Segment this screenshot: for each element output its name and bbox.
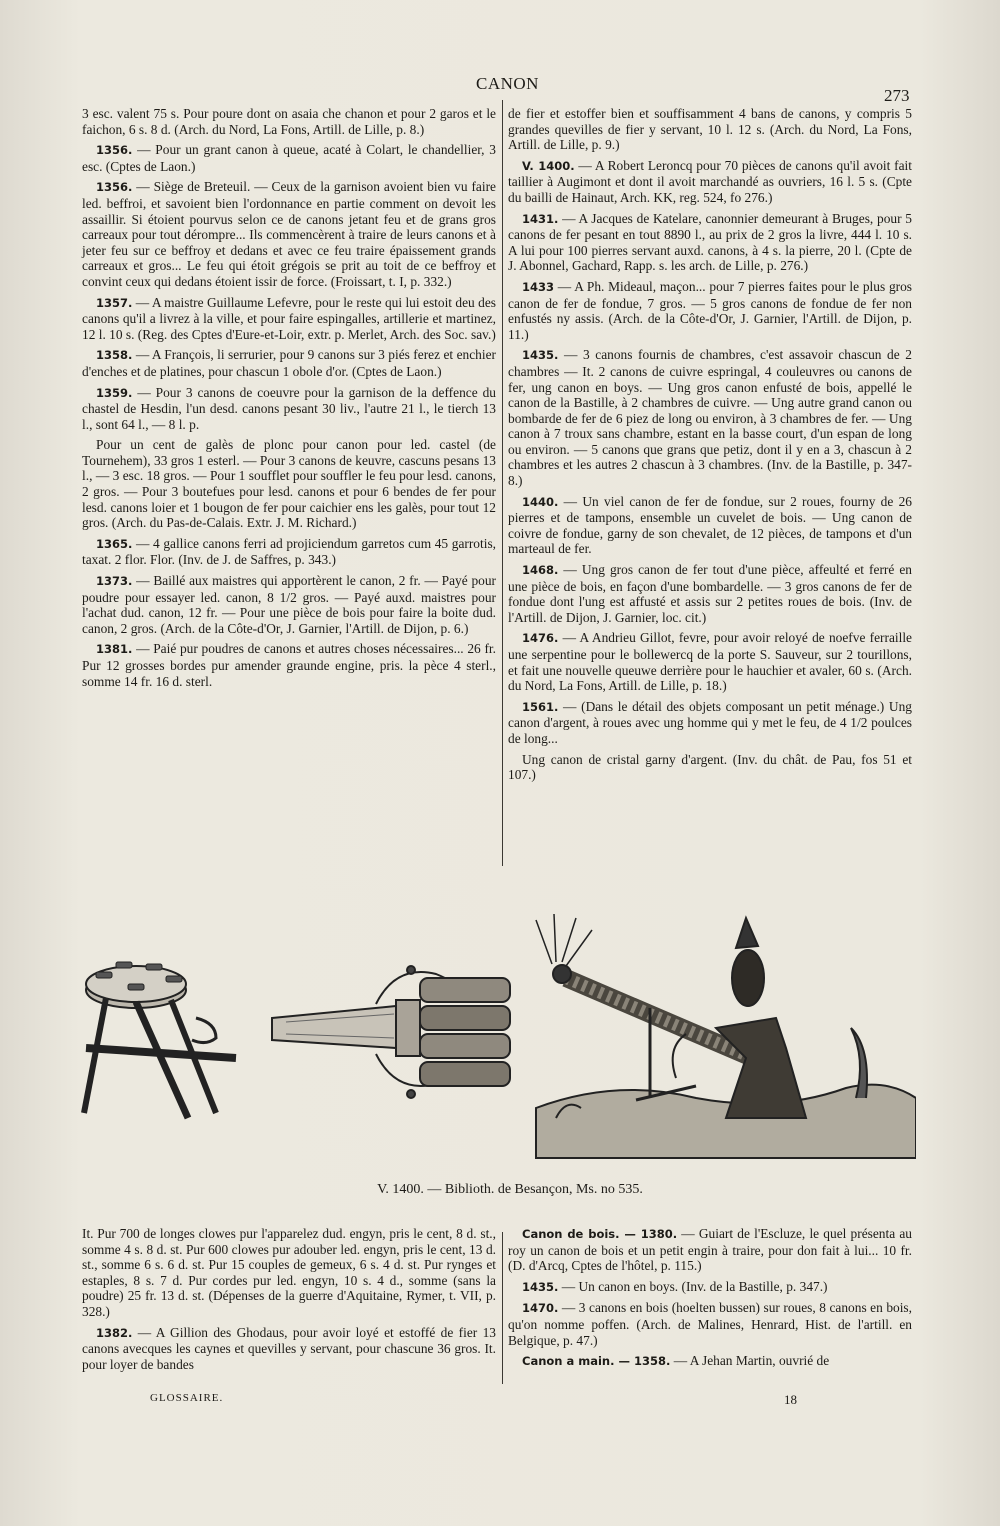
bottom-right-column [508, 1226, 912, 1375]
entry-paragraph [508, 699, 912, 747]
entry-date: 1356. [96, 143, 133, 158]
entry-text: — Paié pur poudres de canons et autres choses nécessaires... 26 fr. Pur 12 grosses bordes pur amender graunde engine, pris. la pèce 4 sterl., somme 14 fr. 16 d. sterl. [82, 641, 496, 689]
entry-paragraph [508, 752, 912, 783]
left-column [82, 106, 496, 694]
entry-paragraph [82, 641, 496, 689]
entry-text: 3 esc. valent 75 s. Pour poure dont on asaia che chanon et pour 2 garos et le faichon, 6 s. 8 d. (Arch. du Nord, La Fons, Artill. de Lille, p. 8.) [82, 106, 496, 137]
entry-text: — A maistre Guillaume Lefevre, pour le reste qui lui estoit deu des canons qu'il a livrez à la ville, et pour faire espingalles, artillerie et martinez, 12 l. 10 s. (Reg. des Cptes d'Eure-et-Loir, extr. p. Merlet, Arch. des Soc. sav.) [82, 294, 496, 342]
entry-text: — 3 canons fournis de chambres, c'est assavoir chascun de 2 chambres — It. 2 canons de cuivre espringal, 4 couleuvres ou canons de fer, ung canon en boys. — Ung gros canon enfusté de bois, appellé le canon de la Bastille, à 2 chambres de cuivre. — Ung autre grand canon ou bombarde de fer de 6 piez de long ou environ, à 3 chambres de fer. — Ung canon à 7 troux sans chambre, estant en la basse court, d'un espan de long ou environ. — 5 canons que grans que petiz, dont il y en a 3, chascun à 2 chambres et les autres 2 chascun à 3 chambres. (Inv. de la Bastille, p. 347-8.) [508, 347, 912, 489]
entry-paragraph [508, 106, 912, 153]
entry-paragraph [508, 158, 912, 206]
page-number: 273 [884, 86, 910, 105]
entry-text: Pour un cent de galès de plonc pour canon pour led. castel (de Tournehem), 33 gros 1 esterl. — Pour 3 canons de keuvre, cascuns pesans 13 l., — 3 esc. 18 gros. — Pour 1 soufflet pour souffler le feu pour lesd. canons, 2 gros. — Pour 3 boutefues pour lesd. canons et pour 6 bendes de fer pour lesd. canons loier et 1 bougon de fer pour caichier ens les galès, pour tout 12 gros. (Arch. du Pas-de-Calais. Extr. J. M. Richard.) [82, 437, 496, 531]
entry-date: 1373. [96, 574, 133, 589]
entry-date: 1440. [522, 494, 559, 509]
entry-paragraph [82, 295, 496, 343]
entry-paragraph [508, 1300, 912, 1348]
entry-paragraph [508, 279, 912, 342]
entry-text: — 4 gallice canons ferri ad projiciendum garretos cum 45 garrotis, taxat. 2 flor. Flor. (Inv. de J. de Saffres, p. 343.) [82, 535, 496, 568]
bottom-left-column [82, 1226, 496, 1377]
column-rule-top [502, 100, 503, 866]
entry-date: 1433 [522, 279, 555, 294]
entry-date: Canon a main. — 1358. [522, 1354, 671, 1369]
entry-text: — A Jehan Martin, ouvrié de [670, 1353, 830, 1369]
entry-text: — A Andrieu Gillot, fevre, pour avoir reloyé de noefve ferraille une serpentine pour le bollewercq de la porte S. Sauveur, sur 2 tourillons, et fait une nouvelle queuwe derrière pour le hauchier et avaler, 60 s. (Arch. du Nord, La Fons, Artill. de Lille, p. 18.) [508, 630, 912, 694]
entry-date: 1365. [96, 536, 133, 551]
entry-paragraph [82, 179, 496, 289]
entry-date: 1358. [96, 348, 133, 363]
entry-paragraph [508, 211, 912, 274]
entry-paragraph [82, 437, 496, 531]
entry-text: — A Jacques de Katelare, canonnier demeurant à Bruges, pour 5 canons de fer pesant en tout 8890 l., au prix de 2 gros la livre, 444 l. 10 s. A lui pour 100 pierres servant auxd. canons, à 4 s. la pierre, 20 l. (Cpte de J. Abonnel, Gachard, Rapp. s. les arch. de Lille, p. 276.) [508, 210, 912, 274]
entry-paragraph [508, 1226, 912, 1274]
entry-text: — A Ph. Mideaul, maçon... pour 7 pierres faites pour le plus gros canon de fer de fondue, 7 gros. — 5 gros canons de fondue de fer non enfustés ny assis. (Arch. de la Côte-d'Or, J. Garnier, l'Artill. de Dijon, p. 11.) [508, 278, 912, 342]
entry-paragraph [82, 1226, 496, 1320]
entry-text: — 3 canons en bois (hoelten bussen) sur roues, 8 canons en bois, qu'on nomme poffen. (Arch. de Malines, Henrard, Hist. de l'artill. en Belgique, p. 47.) [508, 1300, 912, 1348]
entry-text: Ung canon de cristal garny d'argent. (Inv. du chât. de Pau, fos 51 et 107.) [508, 751, 912, 783]
revolving-cannon-drawing [84, 962, 236, 1118]
entry-text: — Pour un grant canon à queue, acaté à Colart, le chandellier, 3 esc. (Cptes de Laon.) [82, 142, 496, 174]
entry-date: 1357. [96, 295, 133, 310]
entry-paragraph [82, 573, 496, 636]
entry-date: 1381. [96, 642, 133, 657]
entry-date: 1470. [522, 1301, 559, 1316]
entry-text: — Un canon en boys. (Inv. de la Bastille, p. 347.) [558, 1278, 828, 1294]
entry-text: — Siège de Breteuil. — Ceux de la garnison avoient bien vu faire led. beffroi, et savoient bien l'ordonnance en partie comment on devoit les assaillir. Si étoient pourvus selon ce de canons jetant feu et de grans gros carreaux pour tout dérompre... Ils commencèrent à traire de leurs canons et à jeter feu sur ce beffroy et dedans et avec ce feu traire épaissement grands carreaux et gros... Le feu qui étoit grégois se prit au toit de ce beffroy et convint ceux qui dedans étoient issir de force. (Froissart, t. I, p. 332.) [82, 179, 496, 289]
entry-text: — A Gillion des Ghodaus, pour avoir loyé et estoffé de fier 13 canons avecques les caynes et quevilles y servant, pour chascune 36 gros. It. pour loyer de bandes [82, 1324, 496, 1372]
right-column [508, 106, 912, 788]
entry-date: 1431. [522, 211, 559, 226]
organ-gun-drawing [272, 966, 510, 1098]
column-rule-bottom [502, 1232, 503, 1384]
entry-text: — Guiart de l'Escluze, le quel présenta au roy un canon de bois et un petit engin à traire, pour don fait à lui... 10 fr. (D. d'Arcq, Cptes de l'hôtel, p. 115.) [508, 1226, 913, 1274]
entry-paragraph [508, 347, 912, 488]
entry-text: de fier et estoffer bien et souffisamment 4 bans de canons, y compris 5 grandes quevilles de fier y servant, 10 l. 12 s. (Arch. du Nord, La Fons, Artill. de Lille, p. 9.) [508, 106, 912, 153]
entry-date: 1359. [96, 385, 133, 400]
entry-paragraph [508, 562, 912, 625]
entry-date: Canon de bois. — 1380. [522, 1227, 678, 1241]
entry-text: — Un viel canon de fer de fondue, sur 2 roues, fourny de 26 pierres et de tampons, ensemble un cuvelet de bois. — Ung canon de coivre de fondue, garny de son chevalet, de 12 pièces, de tampons et d'un marteaul de fer. [508, 493, 912, 557]
entry-paragraph [508, 1279, 912, 1296]
entry-text: — A François, li serrurier, pour 9 canons sur 3 piés ferez et enchier d'enches et de platines, pour chascun 1 obole d'or. (Cptes de Laon.) [82, 347, 496, 379]
cannon-illustration [76, 908, 916, 1178]
entry-paragraph [82, 1325, 496, 1373]
gunner-scene-drawing [536, 914, 916, 1158]
figure-caption: V. 1400. — Biblioth. de Besançon, Ms. no 535. [377, 1182, 643, 1197]
entry-date: 1435. [522, 1279, 559, 1294]
entry-date: 1561. [522, 699, 559, 714]
entry-date: 1435. [522, 348, 559, 363]
entry-text: It. Pur 700 de longes clowes pur l'apparelez dud. engyn, pris le cent, 8 d. st., somme 4 s. 8 d. st. Pur 600 clowes pur adouber led. engyn, pris le cent, 13 d. st., somme 6 s. 6 d. st. Pur 15 couples de gemeux, 6 s. 4 d. st. Pur rynges et estaples, 8 s. 7 d. Pur cordes pur led. engyn, 10 s. 4 d., somme (sans la poudre) 25 fr. 13 d. st. (Dépenses de la guerre d'Aquitaine, Rymer, t. VII, p. 328.) [82, 1226, 496, 1319]
entry-text: — (Dans le détail des objets composant un petit ménage.) Ung canon d'argent, à roues avec ung homme qui y met le feu, de 4 1/2 poulces de long... [508, 698, 912, 746]
entry-date: 1468. [522, 563, 559, 578]
entry-paragraph [508, 630, 912, 693]
entry-paragraph [82, 385, 496, 433]
running-header: CANON [476, 74, 539, 93]
entry-paragraph [82, 106, 496, 137]
entry-date: 1476. [522, 631, 559, 646]
entry-text: — A Robert Leroncq pour 70 pièces de canons qu'il avoit fait taillier à Augimont et dont il avoit marchandé as ouvriers, 16 l. 5 s. (Cpte du bailli de Hainaut, Arch. KK, reg. 524, fo 276.) [508, 157, 912, 205]
entry-text: — Ung gros canon de fer tout d'une pièce, affeulté et ferré en une pièce de bois, en façon d'une bombardelle. — 3 gros canons de fer de fondue dont l'ung est affusté et assis sur 2 petites roues de bois. (Inv. de l'Artill. de Dijon, J. Garnier, loc. cit.) [508, 562, 912, 625]
footer-glossaire: GLOSSAIRE. [150, 1392, 224, 1404]
entry-date: 1382. [96, 1325, 133, 1340]
entry-paragraph [82, 142, 496, 174]
entry-date: V. 1400. [522, 158, 575, 173]
entry-date: 1356. [96, 180, 133, 195]
entry-text: — Pour 3 canons de coeuvre pour la garnison de la deffence du chastel de Hesdin, l'un desd. canons pesant 30 liv., l'autre 21 l., le tierch 13 l., sont 64 l., — 8 l. p. [82, 384, 496, 432]
entry-paragraph [508, 494, 912, 557]
entry-paragraph [82, 536, 496, 568]
entry-paragraph [508, 1353, 912, 1370]
entry-paragraph [82, 347, 496, 379]
entry-text: — Baillé aux maistres qui apportèrent le canon, 2 fr. — Payé pour poudre pour essayer led. canon, 8 1/2 gros. — Payé auxd. maistres pour l'achat dud. canon, 12 fr. — Pour une pièce de bois pour faire la boite dud. canon, 2 gros. (Arch. de la Côte-d'Or, J. Garnier, l'Artill. de Dijon, p. 6.) [82, 573, 496, 636]
signature-mark: 18 [784, 1392, 797, 1407]
